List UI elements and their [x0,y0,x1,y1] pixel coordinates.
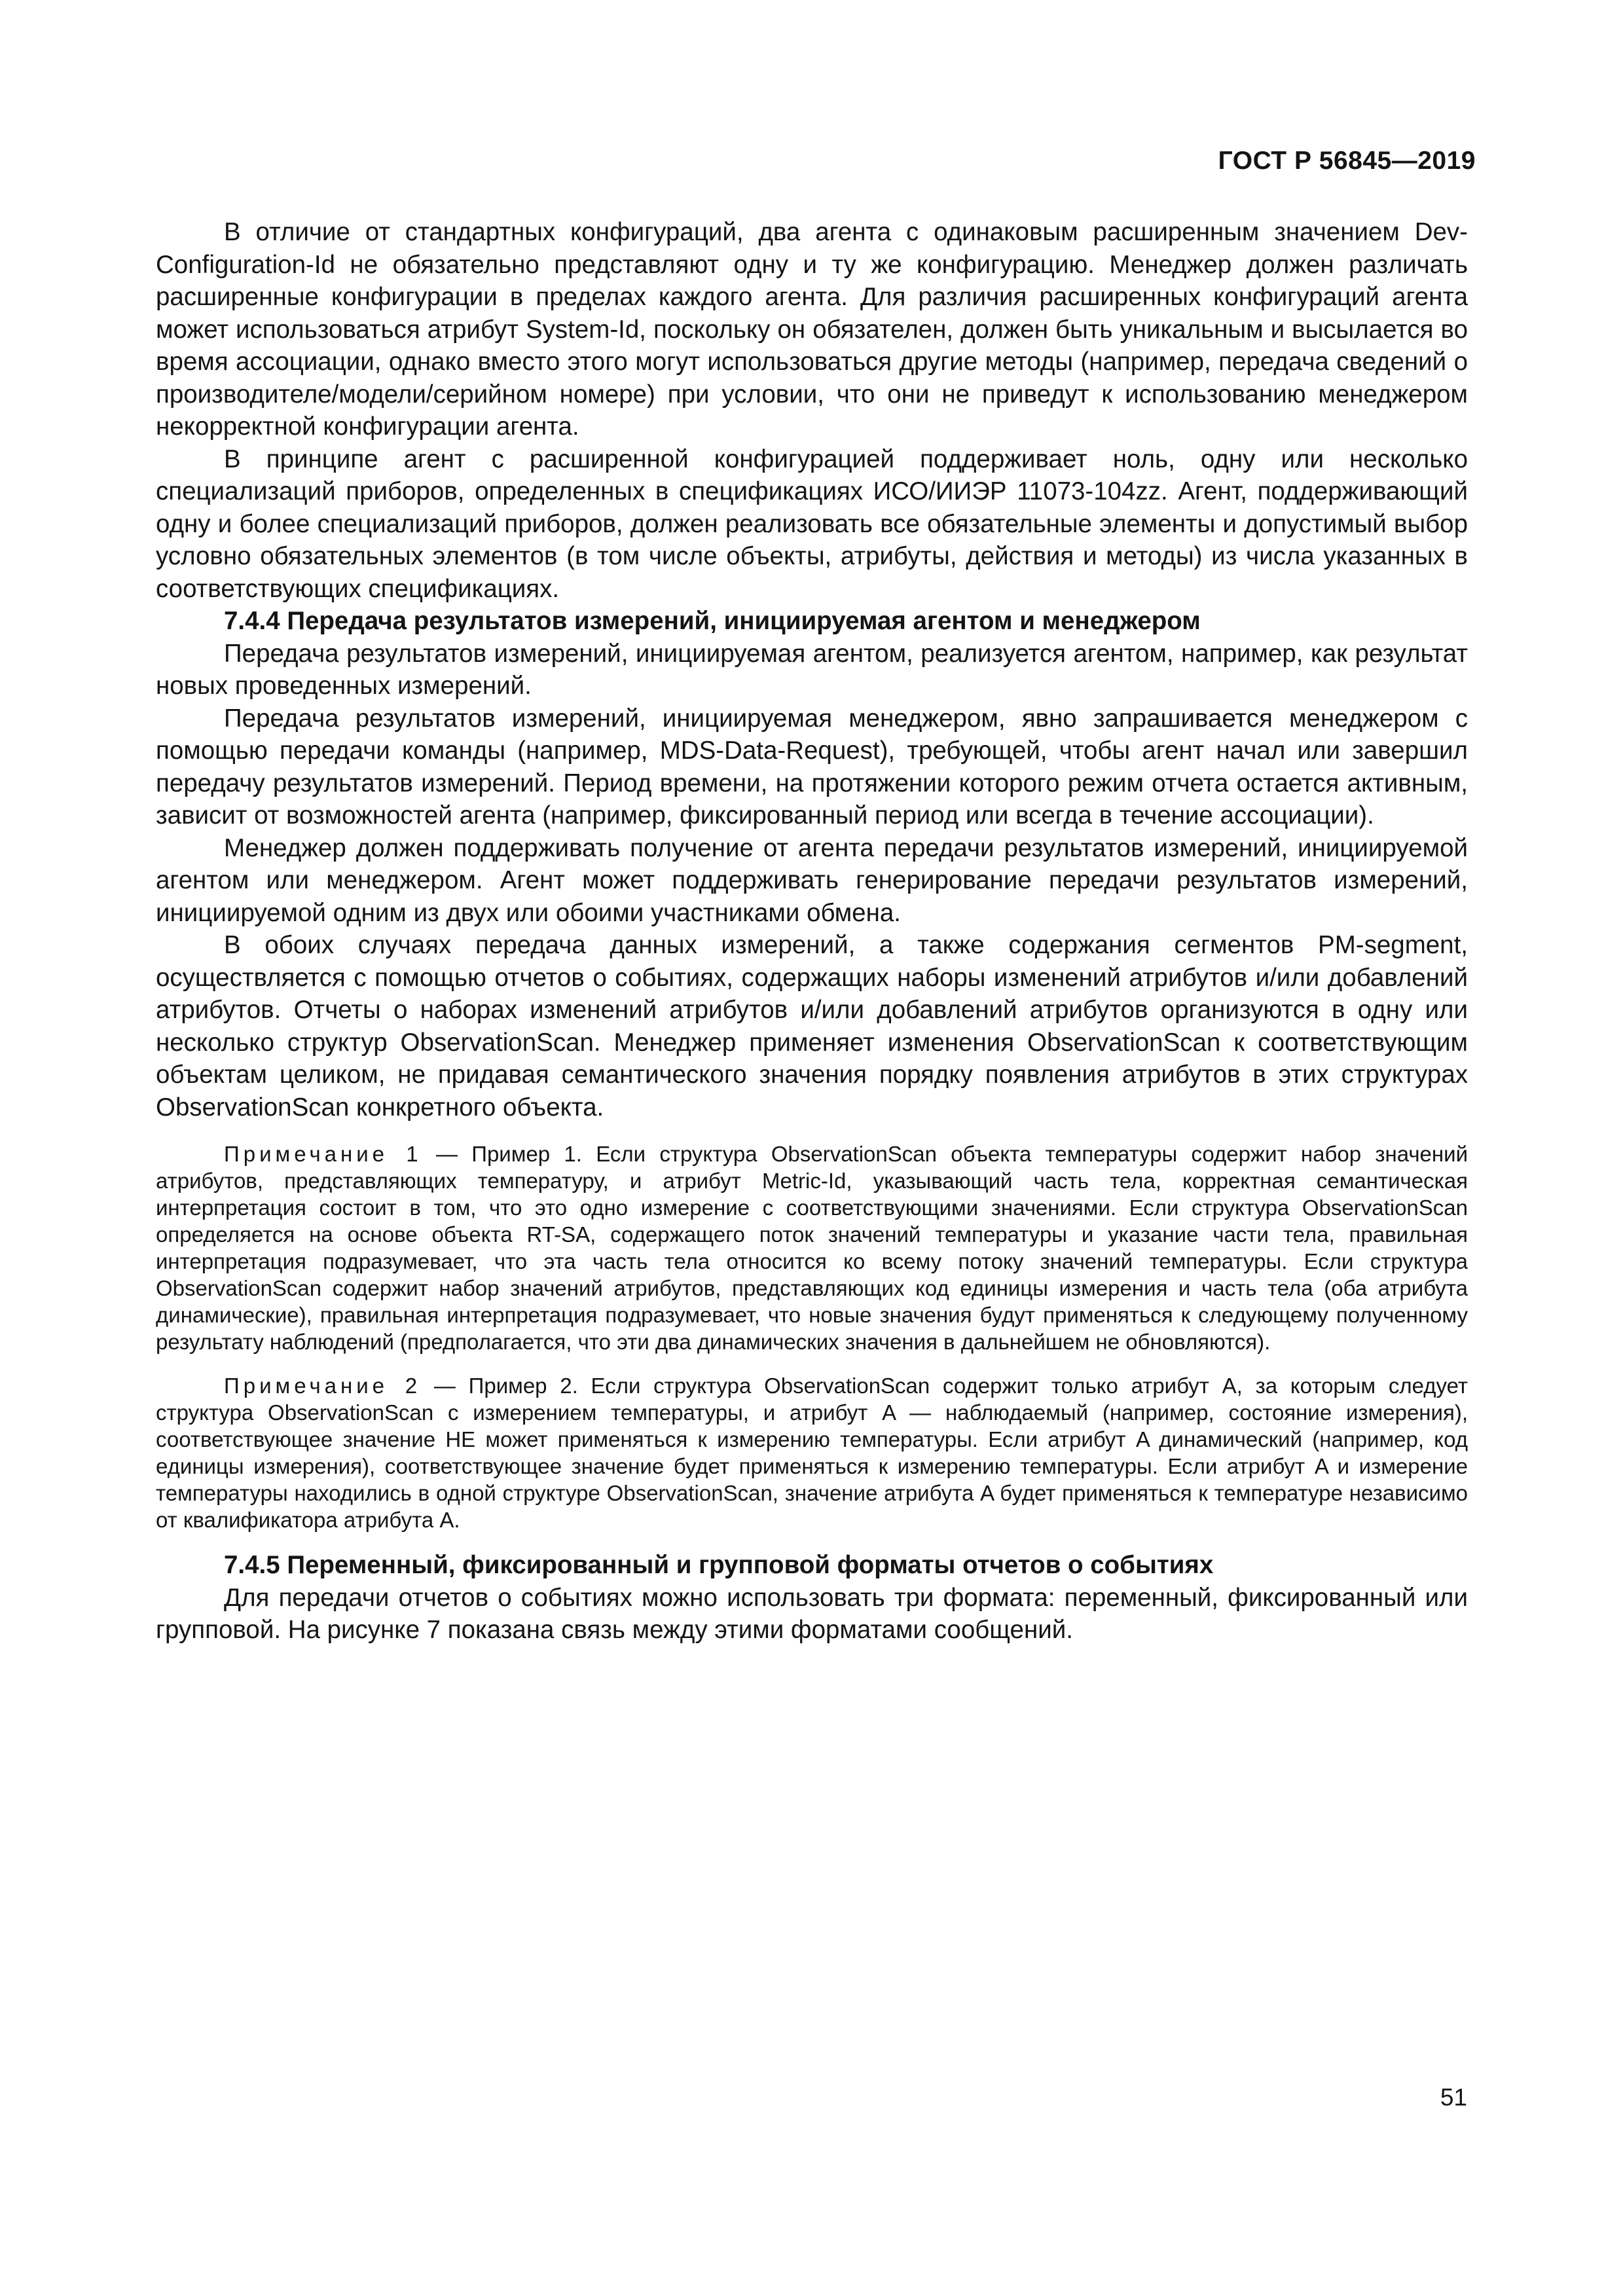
body-paragraph: В обоих случаях передача данных измерений, а также содержания сегментов PM-segment, осуществляется с помощью отчетов о событиях, содержащих наборы изменений атрибутов и/или добавлений атрибутов. Отчеты о наборах изменений атрибутов и/или добавлений атрибутов организуются в одну или несколько структур ObservationScan. Менеджер применяет изменения ObservationScan к соответствующим объектам целиком, не придавая семантического значения порядку появления атрибутов в этих структурах ObservationScan конкретного объекта. [156,931,1468,1121]
body-paragraph: Для передачи отчетов о событиях можно использовать три формата: переменный, фиксированный или групповой. На рисунке 7 показана связь между этими форматами сообщений. [156,1583,1468,1644]
body-paragraph: В отличие от стандартных конфигураций, два агента с одинаковым расширенным значением Dev-Configuration-Id не обязательно представляют одну и ту же конфигурацию. Менеджер должен различать расширенные конфигурации в пределах каждого агента. Для различия расширенных конфигураций агента может использоваться атрибут System-Id, поскольку он обязателен, должен быть уникальным и высылается во время ассоциации, однако вместо этого могут использоваться другие методы (например, передача сведений о производителе/модели/серийном номере) при условии, что они не приведут к использованию менеджером некорректной конфигурации агента. [156,218,1468,441]
document-body [156,216,1468,1647]
body-paragraph: Менеджер должен поддерживать получение от агента передачи результатов измерений, инициируемой агентом или менеджером. Агент может поддерживать генерирование передачи результатов измерений, инициируемой одним из двух или обоими участниками обмена. [156,833,1468,927]
note-2-text: — Пример 2. Если структура ObservationScan содержит только атрибут A, за которым следует структура ObservationScan с измерением температуры, и атрибут A — наблюдаемый (например, состояние измерения), соответствующее значение НЕ может применяться к измерению температуры. Если атрибут A динамический (например, код единицы измерения), соответствующее значение будет применяться к измерению температуры. Если атрибут A и измерение температуры находились в одной структуре ObservationScan, значение атрибута A будет применяться к температуре независимо от квалификатора атрибута A. [156,1374,1468,1532]
note-2 [156,1372,1468,1533]
standard-id-header: ГОСТ Р 56845—2019 [1218,147,1476,175]
note-1-text: — Пример 1. Если структура ObservationScan объекта температуры содержит набор значений атрибутов, представляющих температуру, и атрибут Metric-Id, указывающий часть тела, корректная семантическая интерпретация состоит в том, что это одно измерение с соответствующими значениями. Если структура ObservationScan определяется на основе объекта RT-SA, содержащего поток значений температуры и указание части тела, правильная интерпретация подразумевает, что эта часть тела относится ко всему потоку значений температуры. Если структура ObservationScan содержит набор значений атрибутов, представляющих код единицы измерения и часть тела (оба атрибута динамические), правильная интерпретация подразумевает, что новые значения будут применяться к следующему полученному результату наблюдений (предполагается, что эти два динамических значения в дальнейшем не обновляются). [156,1142,1468,1354]
page-number: 51 [1440,2084,1467,2111]
section-heading-7-4-4: 7.4.4 Передача результатов измерений, инициируемая агентом и менеджером [224,607,1201,635]
section-heading-7-4-5: 7.4.5 Переменный, фиксированный и групповой форматы отчетов о событиях [224,1551,1214,1579]
body-paragraph: В принципе агент с расширенной конфигурацией поддерживает ноль, одну или несколько специализаций приборов, определенных в спецификациях ИСО/ИИЭР 11073-104zz. Агент, поддерживающий одну и более специализаций приборов, должен реализовать все обязательные элементы и допустимый выбор условно обязательных элементов (в том числе объекты, атрибуты, действия и методы) из числа указанных в соответствующих спецификациях. [156,445,1468,603]
note-1 [156,1140,1468,1355]
note-1-label: Примечание 1 [224,1142,422,1166]
body-paragraph: Передача результатов измерений, инициируемая менеджером, явно запрашивается менеджером с помощью передачи команды (например, MDS-Data-Request), требующей, чтобы агент начал или завершил передачу результатов измерений. Период времени, на протяжении которого режим отчета остается активным, зависит от возможностей агента (например, фиксированный период или всегда в течение ассоциации). [156,704,1468,829]
body-paragraph: Передача результатов измерений, инициируемая агентом, реализуется агентом, например, как результат новых проведенных измерений. [156,639,1468,700]
note-2-label: Примечание 2 [224,1374,422,1398]
